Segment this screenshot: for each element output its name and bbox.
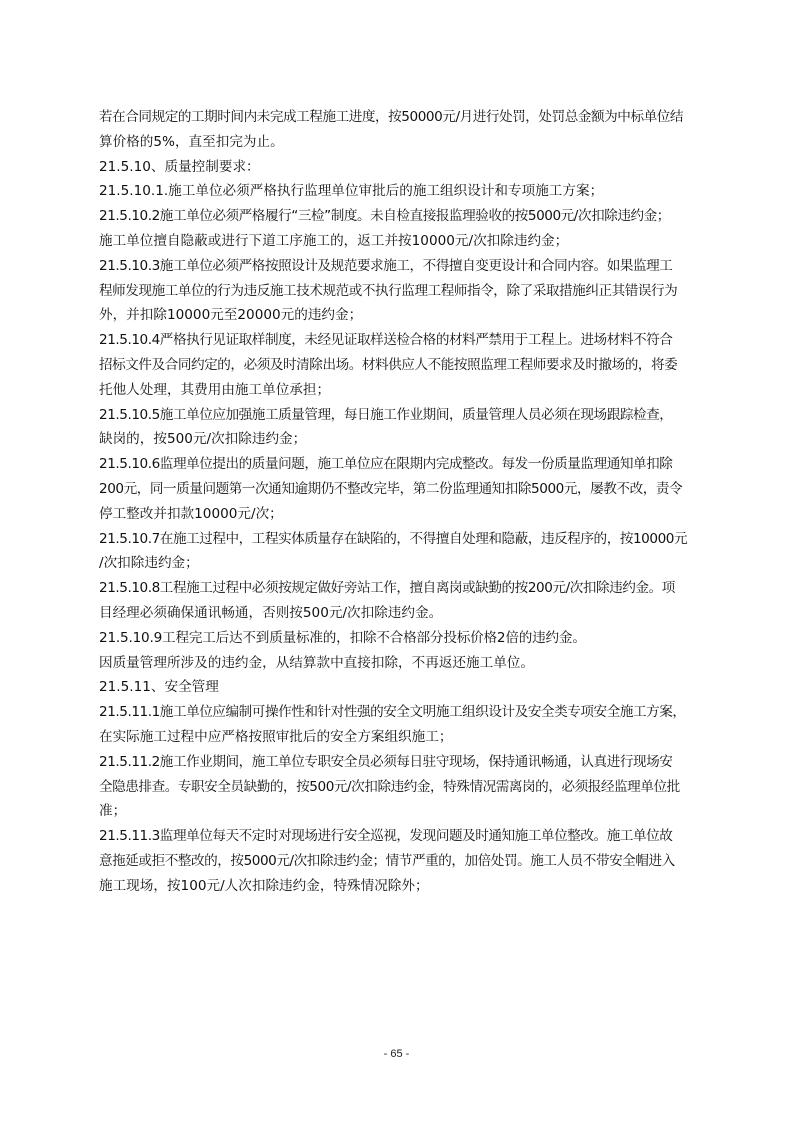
page-body xyxy=(99,105,709,899)
section-heading-quality-control: 21.5.10、质量控制要求： xyxy=(99,158,260,175)
text-line-4: 21.5.10.1.施工单位必须严格执行监理单位审批后的施工组织设计和专项施工方案； xyxy=(99,183,604,200)
text-line-19: /次扣除违约金； xyxy=(99,555,199,572)
text-line-14: 缺岗的，按500元/次扣除违约金； xyxy=(99,431,307,448)
text-line-22: 21.5.10.9工程完工后达不到质量标准的，扣除不合格部分投标价格2倍的违约金。 xyxy=(99,629,586,646)
text-line-10: 21.5.10.4严格执行见证取样制度，未经见证取样送检合格的材料严禁用于工程上。进场材料不符合 xyxy=(99,332,673,349)
text-line-12: 托他人处理，其费用由施工单位承担； xyxy=(99,381,331,398)
text-line-6: 施工单位擅自隐蔽或进行下道工序施工的，返工并按10000元/次扣除违约金； xyxy=(99,232,569,249)
text-line-27: 21.5.11.2施工作业期间，施工单位专职安全员必须每日驻守现场，保持通讯畅通，认真进行现场安 xyxy=(99,753,673,770)
text-line-29: 准； xyxy=(99,803,127,820)
text-line-1: 若在合同规定的工期时间内未完成工程施工进度，按50000元/月进行处罚，处罚总金额为中标单位结 xyxy=(99,109,684,125)
text-line-32: 施工现场，按100元/人次扣除违约金，特殊情况除外； xyxy=(99,877,429,894)
text-line-30: 21.5.11.3监理单位每天不定时对现场进行安全巡视，发现问题及时通知施工单位整改。施工单位故 xyxy=(99,828,673,845)
text-line-13: 21.5.10.5施工单位应加强施工质量管理，每日施工作业期间，质量管理人员必须在现场跟踪检查， xyxy=(99,406,673,423)
text-line-9: 外，并扣除10000元至20000元的违约金； xyxy=(99,307,363,324)
text-line-23: 因质量管理所涉及的违约金，从结算款中直接扣除，不再返还施工单位。 xyxy=(99,654,534,671)
text-line-5: 21.5.10.2施工单位必须严格履行“三检”制度。未自检直接报监理验收的按5000元/次扣除违约金； xyxy=(99,208,670,225)
text-line-31: 意拖延或拒不整改的，按5000元/次扣除违约金；情节严重的，加倍处罚。施工人员不带安全帽进入 xyxy=(99,852,675,869)
text-line-20: 21.5.10.8工程施工过程中必须按规定做好旁站工作，擅自离岗或缺勤的按200元/次扣除违约金。项 xyxy=(99,580,675,597)
text-line-11: 招标文件及合同约定的，必须及时清除出场。材料供应人不能按照监理工程师要求及时撤场的，将委 xyxy=(99,356,678,373)
text-line-2: 算价格的5%，直至扣完为止。 xyxy=(99,133,284,150)
text-line-16: 200元，同一质量问题第一次通知逾期仍不整改完毕，第二份监理通知扣除5000元，屡教不改，责令 xyxy=(99,480,683,497)
text-line-7: 21.5.10.3施工单位必须严格按照设计及规范要求施工，不得擅自变更设计和合同内容。如果监理工 xyxy=(99,257,673,274)
text-line-26: 在实际施工过程中应严格按照审批后的安全方案组织施工； xyxy=(99,728,453,745)
page-number: - 65 - xyxy=(383,1048,410,1060)
text-line-28: 全隐患排查。专职安全员缺勤的，按500元/次扣除违约金，特殊情况需离岗的，必须报经监理单位批 xyxy=(99,778,680,795)
text-line-18: 21.5.10.7在施工过程中，工程实体质量存在缺陷的，不得擅自处理和隐蔽，违反程序的，按10000元 xyxy=(99,530,688,547)
text-line-25: 21.5.11.1施工单位应编制可操作性和针对性强的安全文明施工组织设计及安全类专项安全施工方案， xyxy=(99,704,686,721)
text-line-15: 21.5.10.6监理单位提出的质量问题，施工单位应在限期内完成整改。每发一份质量监理通知单扣除 xyxy=(99,456,673,473)
section-heading-safety-management: 21.5.11、安全管理 xyxy=(99,679,219,696)
text-line-8: 程师发现施工单位的行为违反施工技术规范或不执行监理工程师指令，除了采取措施纠正其错误行为 xyxy=(99,282,678,299)
text-line-21: 目经理必须确保通讯畅通，否则按500元/次扣除违约金。 xyxy=(99,604,443,621)
text-line-17: 停工整改并扣款10000元/次； xyxy=(99,505,283,522)
